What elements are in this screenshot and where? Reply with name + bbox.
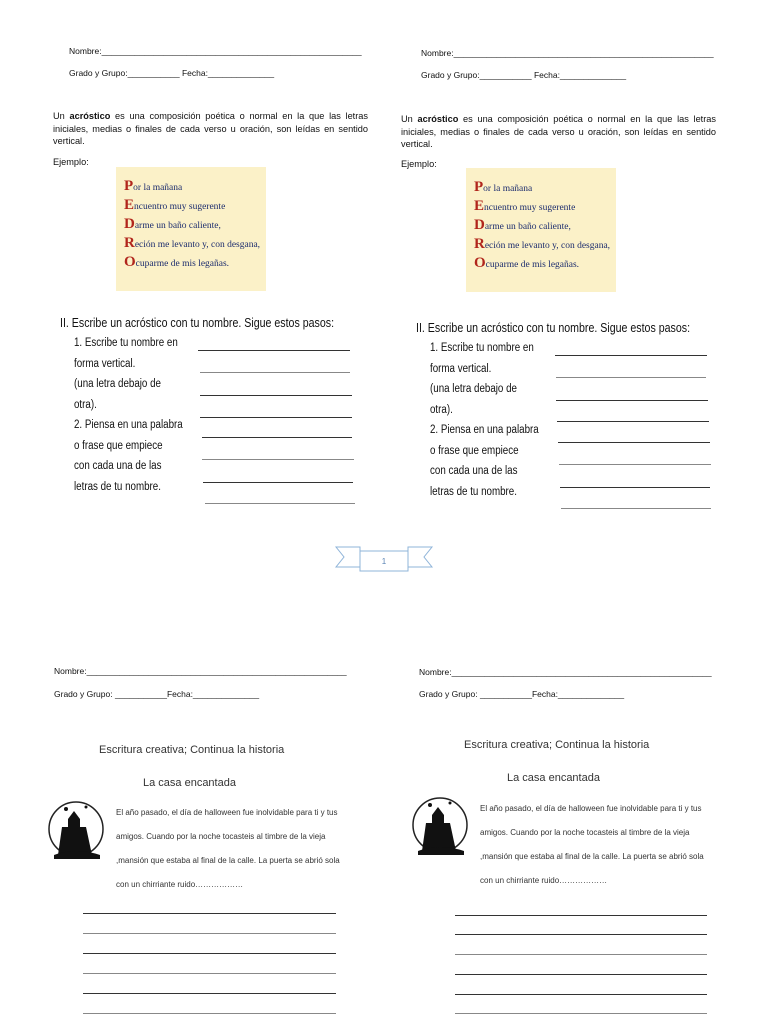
answer-line[interactable] [455, 974, 707, 975]
answer-line[interactable] [83, 933, 336, 934]
intro-paragraph [53, 110, 368, 148]
acrostic-line [124, 234, 266, 253]
ejemplo-label: Ejemplo: [53, 157, 89, 167]
step-line: forma vertical. [74, 357, 136, 370]
answer-line[interactable] [83, 993, 336, 994]
acrostic-line [124, 253, 266, 272]
acrostic-text: arme un baño caliente, [484, 222, 571, 232]
acrostic-line [124, 215, 266, 234]
intro-term: acróstico [417, 114, 459, 124]
acrostic-line [474, 216, 616, 235]
answer-line[interactable] [557, 421, 709, 422]
acrostic-line [474, 254, 616, 273]
acrostic-text: or la mañana [483, 184, 533, 194]
worksheet-title: Escritura creativa; Continua la historia [99, 744, 285, 756]
acrostic-line [124, 196, 266, 215]
steps-title: II. Escribe un acróstico con tu nombre. Sigue estos pasos: [60, 316, 335, 330]
story-paragraph: El año pasado, el día de halloween fue inolvidable para ti y tus amigos. Cuando por la noche tocasteis al timbre de la vieja ,mansión que estaba al final de la calle. La puerta se abrió sola con un chirriante ruido……………… [116, 808, 340, 889]
step-line: 1. Escribe tu nombre en [430, 342, 534, 354]
acrostic-text: cuparme de mis legañas. [135, 259, 230, 269]
step-line: con cada una de las [430, 465, 518, 477]
acrostic-letter: D [474, 217, 485, 233]
step-line: letras de tu nombre. [430, 485, 517, 498]
grado-fecha-field[interactable]: Grado y Grupo:___________ Fecha:______________ [69, 68, 275, 78]
intro-text-post: es una composición poética o normal en la que las letras iniciales, medias o finales de cada verso u oración, son leídas en sentido vertical. [53, 111, 368, 146]
acrostic-letter: P [474, 179, 484, 195]
answer-line[interactable] [558, 442, 710, 443]
answer-line[interactable] [556, 400, 708, 401]
grado-fecha-field[interactable]: Grado y Grupo:___________ Fecha:______________ [421, 70, 627, 80]
step-line: con cada una de las [74, 460, 162, 472]
answer-line[interactable] [556, 377, 706, 378]
ribbon-right-tail [408, 547, 432, 567]
answer-line[interactable] [83, 973, 336, 974]
steps-title: II. Escribe un acróstico con tu nombre. Sigue estos pasos: [416, 321, 691, 335]
answer-line[interactable] [203, 482, 353, 483]
nombre-field[interactable]: Nombre:_______________________________________________________ [69, 46, 362, 56]
acrostic-text: ncuentro muy sugerente [484, 203, 576, 213]
haunted-house-icon [48, 797, 106, 863]
answer-line[interactable] [202, 437, 352, 438]
answer-line[interactable] [455, 994, 707, 995]
step-line: otra). [430, 403, 453, 416]
answer-line[interactable] [83, 953, 336, 954]
step-line: 1. Escribe tu nombre en [74, 337, 178, 349]
ejemplo-label: Ejemplo: [401, 159, 437, 169]
acrostic-example [466, 168, 616, 292]
acrostic-letter: O [124, 254, 136, 270]
acrostic-line [474, 178, 616, 197]
step-line: 2. Piensa en una palabra [430, 424, 539, 436]
step-line: o frase que empiece [74, 439, 163, 452]
page-number-banner [334, 543, 434, 575]
intro-text-pre: Un [401, 114, 418, 124]
nombre-field[interactable]: Nombre:_______________________________________________________ [54, 666, 347, 676]
acrostic-letter: D [124, 216, 135, 232]
acrostic-text: eción me levanto y, con desgana, [484, 241, 611, 251]
answer-line[interactable] [455, 1013, 707, 1014]
step-line: o frase que empiece [430, 444, 519, 457]
acrostic-text: or la mañana [133, 183, 183, 193]
acrostic-text: cuparme de mis legañas. [485, 260, 580, 270]
acrostic-text: arme un baño caliente, [134, 221, 221, 231]
acrostic-line [474, 235, 616, 254]
haunted-house-icon [412, 793, 470, 859]
answer-line[interactable] [555, 355, 707, 356]
story-paragraph: El año pasado, el día de halloween fue inolvidable para ti y tus amigos. Cuando por la noche tocasteis al timbre de la vieja ,mansión que estaba al final de la calle. La puerta se abrió sola con un chirriante ruido……………… [480, 804, 704, 885]
worksheet-title: Escritura creativa; Continua la historia [464, 739, 650, 751]
step-line: letras de tu nombre. [74, 480, 161, 493]
nombre-field[interactable]: Nombre:_______________________________________________________ [419, 667, 712, 677]
acrostic-text: eción me levanto y, con desgana, [134, 240, 261, 250]
answer-line[interactable] [198, 350, 350, 351]
worksheet-subtitle: La casa encantada [143, 777, 236, 789]
answer-line[interactable] [83, 913, 336, 914]
acrostic-letter: E [124, 197, 135, 213]
page-number: 1 [381, 557, 387, 566]
answer-line[interactable] [200, 395, 352, 396]
acrostic-letter: R [124, 235, 135, 251]
acrostic-line [474, 197, 616, 216]
answer-line[interactable] [559, 464, 711, 465]
worksheet-subtitle: La casa encantada [507, 772, 600, 784]
acrostic-example [116, 167, 266, 291]
nombre-field[interactable]: Nombre:_______________________________________________________ [421, 48, 714, 58]
acrostic-text: ncuentro muy sugerente [134, 202, 226, 212]
answer-line[interactable] [561, 508, 711, 509]
answer-line[interactable] [455, 954, 707, 955]
ribbon-left-tail [336, 547, 360, 567]
step-line: (una letra debajo de [74, 378, 161, 390]
grado-fecha-field[interactable]: Grado y Grupo: ___________Fecha:______________ [54, 689, 260, 699]
intro-paragraph [401, 113, 716, 151]
answer-line[interactable] [202, 459, 354, 460]
acrostic-letter: P [124, 178, 134, 194]
step-line: otra). [74, 398, 97, 411]
acrostic-line [124, 177, 266, 196]
intro-term: acróstico [69, 111, 111, 121]
answer-line[interactable] [200, 417, 352, 418]
acrostic-letter: E [474, 198, 485, 214]
intro-text-pre: Un [53, 111, 70, 121]
acrostic-letter: R [474, 236, 485, 252]
step-line: forma vertical. [430, 362, 492, 375]
answer-line[interactable] [200, 372, 350, 373]
grado-fecha-field[interactable]: Grado y Grupo: ___________Fecha:______________ [419, 689, 625, 699]
steps-section [416, 321, 738, 502]
step-line: (una letra debajo de [430, 383, 517, 395]
acrostic-letter: O [474, 255, 486, 271]
answer-line[interactable] [83, 1013, 336, 1014]
answer-line[interactable] [455, 915, 707, 916]
steps-section [60, 316, 382, 497]
intro-text-post: es una composición poética o normal en la que las letras iniciales, medias o finales de cada verso u oración, son leídas en sentido vertical. [401, 114, 716, 149]
answer-line[interactable] [455, 934, 707, 935]
answer-line[interactable] [560, 487, 710, 488]
step-line: 2. Piensa en una palabra [74, 419, 183, 431]
answer-line[interactable] [205, 503, 355, 504]
